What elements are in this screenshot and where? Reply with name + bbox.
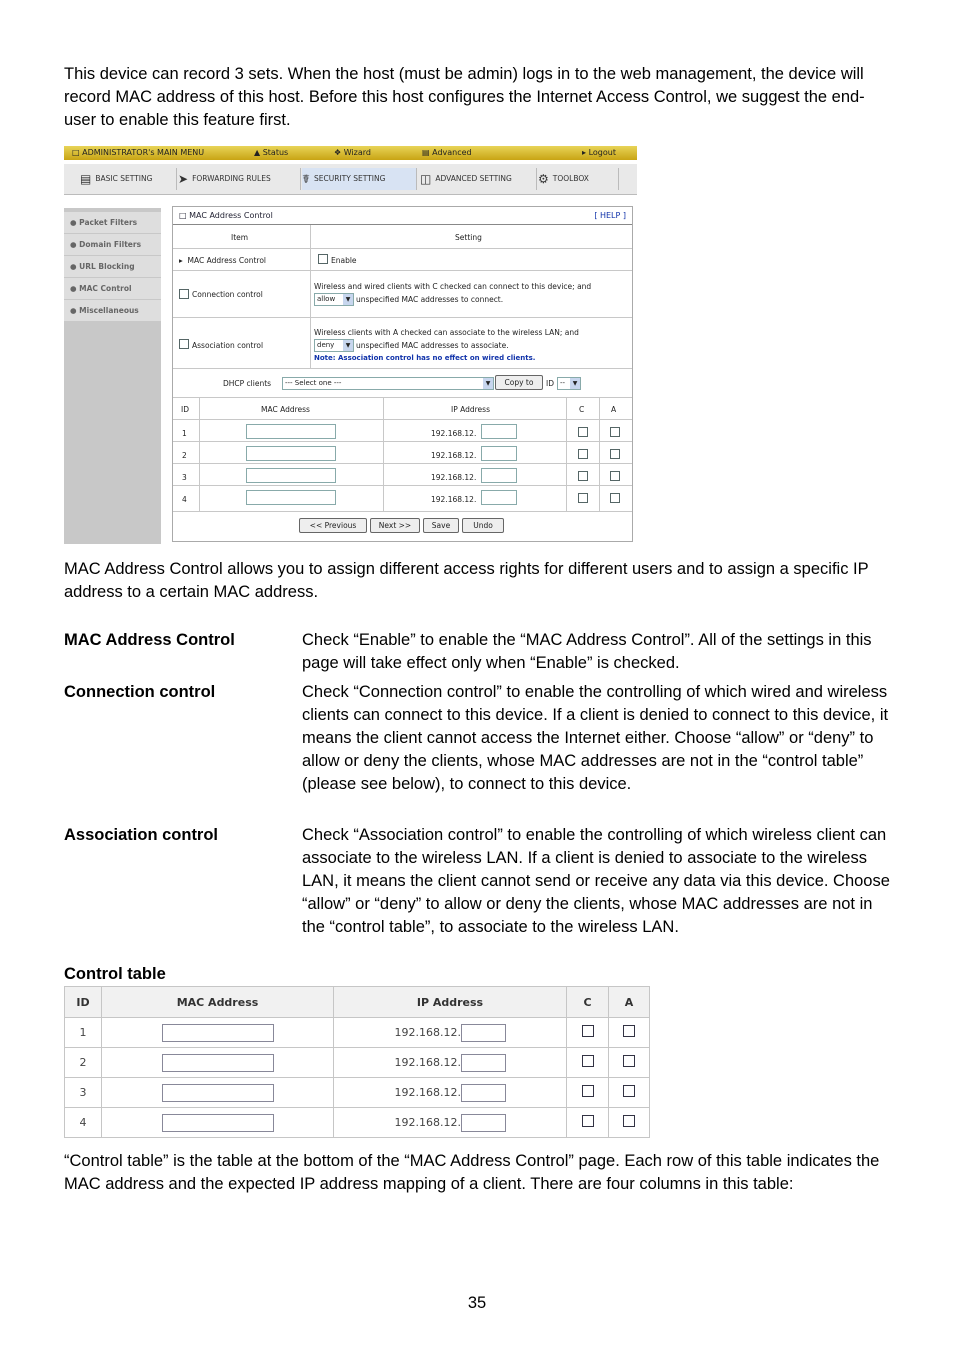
row-id: 4 xyxy=(182,495,187,504)
mac-control-paragraph: MAC Address Control allows you to assign different access rights for different users and to assign a specific IP address to a certain MAC address. xyxy=(64,560,869,601)
mac-address-input[interactable] xyxy=(162,1054,274,1072)
enable-checkbox[interactable] xyxy=(318,254,328,264)
a-checkbox[interactable] xyxy=(610,471,620,481)
ip-prefix: 192.168.12. xyxy=(431,429,477,438)
a-checkbox[interactable] xyxy=(623,1055,635,1067)
ip-prefix: 192.168.12. xyxy=(394,1025,461,1039)
previous-button[interactable]: << Previous xyxy=(299,518,367,533)
wizard-link[interactable]: ❖ Wizard xyxy=(334,148,372,157)
table-row xyxy=(65,1108,650,1138)
ip-suffix-input[interactable] xyxy=(461,1054,506,1072)
ip-prefix: 192.168.12. xyxy=(431,451,477,460)
top-menu-bar xyxy=(64,146,637,160)
row-id: 1 xyxy=(182,429,187,438)
ct-ip-header: IP Address xyxy=(334,987,567,1018)
association-control-suffix: unspecified MAC addresses to associate. xyxy=(356,341,509,350)
save-button[interactable]: Save xyxy=(423,518,459,533)
tab-advanced-setting[interactable]: ◫ ADVANCED SETTING xyxy=(420,168,537,190)
table-row xyxy=(65,1048,650,1078)
association-control-label: Association control xyxy=(192,341,264,350)
mac-control-item-label: ▸ MAC Address Control xyxy=(179,256,267,265)
control-table xyxy=(64,986,650,1138)
ip-suffix-input[interactable] xyxy=(461,1024,506,1042)
row-id: 2 xyxy=(65,1048,102,1078)
sidebar-item-mac-control[interactable]: ● MAC Control xyxy=(64,278,161,299)
tbl-a-header: A xyxy=(611,405,617,414)
ip-prefix: 192.168.12. xyxy=(394,1085,461,1099)
logout-link[interactable]: ▸ Logout xyxy=(582,148,616,157)
basic-setting-icon: ▤ xyxy=(80,172,92,186)
row-id: 4 xyxy=(65,1108,102,1138)
tab-basic-setting[interactable]: ▤ BASIC SETTING xyxy=(80,168,177,190)
next-button[interactable]: Next >> xyxy=(370,518,420,533)
connection-control-suffix: unspecified MAC addresses to connect. xyxy=(356,295,504,304)
ct-id-header: ID xyxy=(65,987,102,1018)
mac-address-input[interactable] xyxy=(246,468,336,483)
id-select[interactable]: -- ▼ xyxy=(557,377,581,390)
c-checkbox[interactable] xyxy=(578,449,588,459)
ip-suffix-input[interactable] xyxy=(481,446,517,461)
ct-a-header: A xyxy=(609,987,650,1018)
ct-c-header: C xyxy=(567,987,609,1018)
col-item-header: Item xyxy=(231,233,249,242)
tbl-mac-header: MAC Address xyxy=(261,405,310,414)
mac-address-input[interactable] xyxy=(162,1024,274,1042)
dhcp-clients-select[interactable]: --- Select one --- ▼ xyxy=(282,377,494,390)
advanced-link[interactable]: ▤ Advanced xyxy=(422,148,472,157)
association-policy-select[interactable]: deny ▼ xyxy=(314,339,354,352)
tbl-c-header: C xyxy=(579,405,585,414)
status-link[interactable]: ▲ Status xyxy=(254,148,289,157)
control-table-heading: Control table xyxy=(64,965,166,983)
row-id: 3 xyxy=(65,1078,102,1108)
tbl-ip-header: IP Address xyxy=(451,405,490,414)
ip-prefix: 192.168.12. xyxy=(394,1115,461,1129)
toolbox-icon: ⚙ xyxy=(538,172,549,186)
c-checkbox[interactable] xyxy=(582,1025,594,1037)
tab-bar xyxy=(64,164,637,195)
definition-term: MAC Address Control xyxy=(64,631,235,649)
a-checkbox[interactable] xyxy=(623,1115,635,1127)
c-checkbox[interactable] xyxy=(578,471,588,481)
intro-paragraph: This device can record 3 sets. When the host (must be admin) logs in to the web management, the device will record MAC address of this host. Before this host configures the Internet Access Control, we suggest the end-user to enable this feature first. xyxy=(64,65,865,129)
definition-term: Connection control xyxy=(64,683,216,701)
sidebar-item-miscellaneous[interactable]: ● Miscellaneous xyxy=(64,300,161,321)
mac-address-input[interactable] xyxy=(246,446,336,461)
c-checkbox[interactable] xyxy=(578,493,588,503)
c-checkbox[interactable] xyxy=(582,1115,594,1127)
definition-description: Check “Enable” to enable the “MAC Address Control”. All of the settings in this page will take effect only when “Enable” is checked. xyxy=(302,631,872,672)
id-label: ID xyxy=(546,379,554,388)
c-checkbox[interactable] xyxy=(582,1085,594,1097)
security-icon: ☤ xyxy=(302,172,311,186)
sidebar-item-domain-filters[interactable]: ● Domain Filters xyxy=(64,234,161,255)
col-setting-header: Setting xyxy=(455,233,482,242)
connection-control-checkbox[interactable] xyxy=(179,289,189,299)
mac-address-input[interactable] xyxy=(246,490,336,505)
c-checkbox[interactable] xyxy=(578,427,588,437)
definition-description: Check “Connection control” to enable the controlling of which wired and wireless clients can connect to this device. If a client is denied to connect to this device, it means the client cannot access the Internet either. Choose “allow” or “deny” to allow or deny the clients, whose MAC addresses are not in the “control table” (please see below), to connect to this device. xyxy=(302,683,889,793)
tbl-id-header: ID xyxy=(181,405,189,414)
mac-address-input[interactable] xyxy=(162,1114,274,1132)
definition-term: Association control xyxy=(64,826,219,844)
ip-suffix-input[interactable] xyxy=(481,468,517,483)
association-note: Note: Association control has no effect on wired clients. xyxy=(314,354,536,362)
a-checkbox[interactable] xyxy=(623,1025,635,1037)
panel-title: □ MAC Address Control xyxy=(179,211,273,220)
row-id: 2 xyxy=(182,451,187,460)
association-control-checkbox[interactable] xyxy=(179,339,189,349)
sidebar-item-packet-filters[interactable]: ● Packet Filters xyxy=(64,212,161,233)
definition-description: Check “Association control” to enable the controlling of which wireless client can associate to the wireless LAN. If a client is denied to associate to the wireless LAN, it means the client cannot send or receive any data via this device. Choose “allow” or “deny” to allow or deny the clients, whose MAC addresses are not in the “control table”, to associate to the wireless LAN. xyxy=(302,826,890,936)
c-checkbox[interactable] xyxy=(582,1055,594,1067)
ip-prefix: 192.168.12. xyxy=(394,1055,461,1069)
table-row xyxy=(65,1018,650,1048)
a-checkbox[interactable] xyxy=(610,427,620,437)
ip-suffix-input[interactable] xyxy=(481,424,517,439)
row-id: 3 xyxy=(182,473,187,482)
panel-header xyxy=(173,207,632,225)
a-checkbox[interactable] xyxy=(610,449,620,459)
copy-to-button[interactable]: Copy to xyxy=(495,375,543,390)
undo-button[interactable]: Undo xyxy=(462,518,504,533)
router-screenshot xyxy=(64,146,637,544)
advanced-icon: ◫ xyxy=(420,172,432,186)
enable-label: Enable xyxy=(331,256,357,265)
help-link[interactable]: [ HELP ] xyxy=(594,211,626,220)
connection-control-label: Connection control xyxy=(192,290,263,299)
tab-security-setting[interactable]: ☤ SECURITY SETTING xyxy=(302,168,417,190)
closing-paragraph: “Control table” is the table at the bottom of the “MAC Address Control” page. Each row of this table indicates the MAC address and the expected IP address mapping of a client. There are four columns in this table: xyxy=(64,1152,880,1193)
row-id: 1 xyxy=(65,1018,102,1048)
mac-address-input[interactable] xyxy=(162,1084,274,1102)
ip-suffix-input[interactable] xyxy=(461,1114,506,1132)
sidebar xyxy=(64,208,161,544)
ip-prefix: 192.168.12. xyxy=(431,473,477,482)
dhcp-clients-label: DHCP clients xyxy=(223,379,272,388)
mac-address-input[interactable] xyxy=(246,424,336,439)
connection-control-text: Wireless and wired clients with C checked can connect to this device; and xyxy=(314,282,592,291)
ip-suffix-input[interactable] xyxy=(461,1084,506,1102)
main-menu-link[interactable]: □ ADMINISTRATOR's MAIN MENU xyxy=(72,148,205,157)
ip-prefix: 192.168.12. xyxy=(431,495,477,504)
tab-toolbox[interactable]: ⚙ TOOLBOX xyxy=(538,168,619,190)
a-checkbox[interactable] xyxy=(610,493,620,503)
association-control-text: Wireless clients with A checked can associate to the wireless LAN; and xyxy=(314,328,579,337)
mac-control-panel xyxy=(172,206,633,542)
page-number: 35 xyxy=(467,1294,487,1312)
a-checkbox[interactable] xyxy=(623,1085,635,1097)
ip-suffix-input[interactable] xyxy=(481,490,517,505)
forwarding-icon: ➤ xyxy=(178,172,189,186)
tab-forwarding-rules[interactable]: ➤ FORWARDING RULES xyxy=(178,168,301,190)
table-row xyxy=(65,1078,650,1108)
ct-mac-header: MAC Address xyxy=(102,987,334,1018)
connection-policy-select[interactable]: allow ▼ xyxy=(314,293,354,306)
sidebar-item-url-blocking[interactable]: ● URL Blocking xyxy=(64,256,161,277)
